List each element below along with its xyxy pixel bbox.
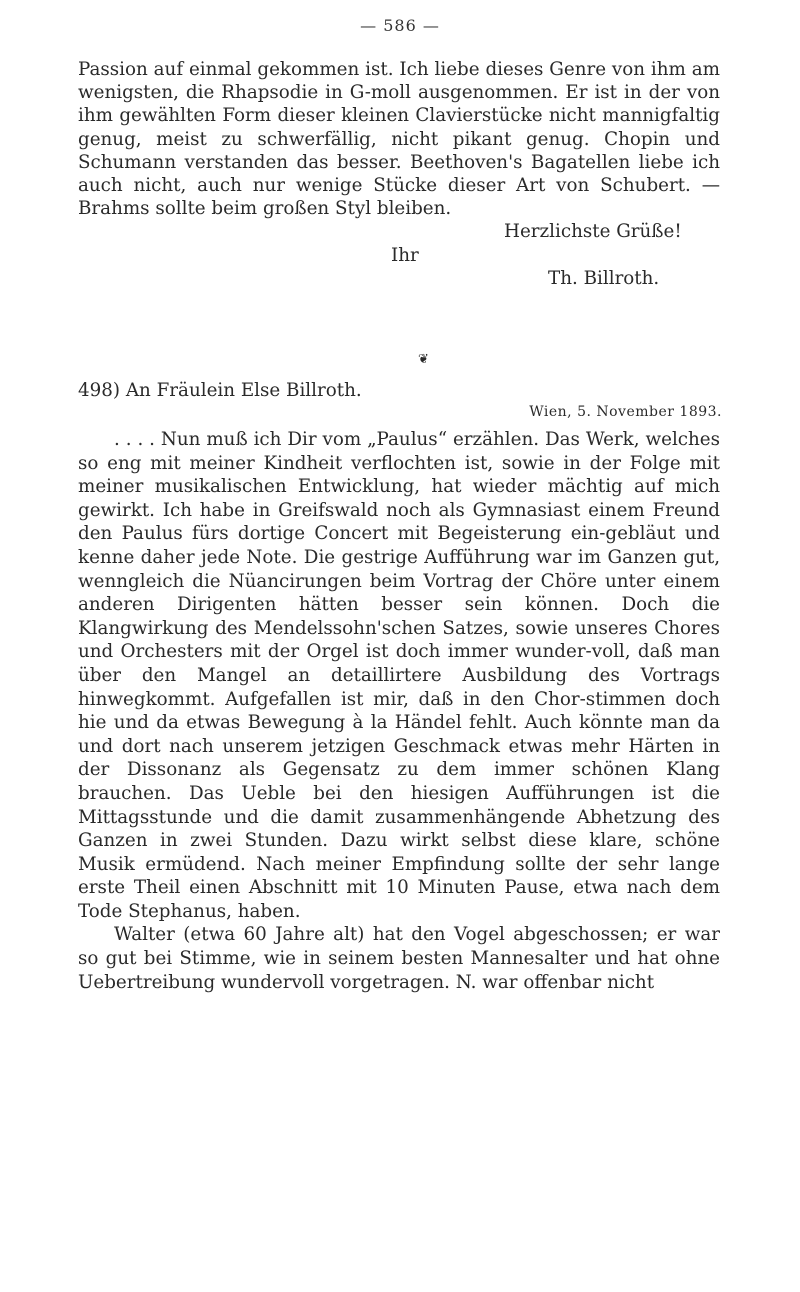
page-number: — 586 — — [360, 16, 440, 35]
letter-dateline: Wien, 5. November 1893. — [529, 404, 722, 420]
signature: Th. Billroth. — [548, 267, 660, 289]
closing-word: Ihr — [391, 244, 419, 266]
closing-paragraph: Passion auf einmal gekommen ist. Ich liebe dieses Genre von ihm am wenigsten, die Rhapsodie in G-moll ausgenommen. Er ist in der von ihm gewählten Form dieser kleinen Clavierstücke nicht mannigfaltig genug, meist zu schwerfällig, nicht pikant genug. Chopin und Schumann verstanden das besser. Beethoven's Bagatellen liebe ich auch nicht, auch nur wenige Stücke dieser Art von Schubert. — Brahms sollte beim großen Styl bleiben. — [78, 59, 720, 220]
section-ornament: ❦ — [418, 352, 429, 367]
greeting: Herzlichste Grüße! — [504, 221, 682, 243]
letter-paragraph: Walter (etwa 60 Jahre alt) hat den Vogel abgeschossen; er war so gut bei Stimme, wie in seinem besten Mannesalter und hat ohne Uebertreibung wundervoll vorgetragen. N. war offenbar nicht — [78, 924, 720, 993]
letter-paragraph: . . . . Nun muß ich Dir vom „Paulus“ erzählen. Das Werk, welches so eng mit meiner Kindheit verflochten ist, sowie in der Folge mit meiner musikalischen Entwicklung, hat wieder mächtig auf mich gewirkt. Ich habe in Greifswald noch als Gymnasiast einem Freund den Paulus fürs dortige Concert mit Begeisterung ein-gebläut und kenne daher jede Note. Die gestrige Aufführung war im Ganzen gut, wenngleich die Nüancirungen beim Vortrag der Chöre unter einem anderen Dirigenten hätten besser sein können. Doch die Klangwirkung des Mendelssohn'schen Satzes, sowie unseres Chores und Orchesters mit der Orgel ist doch immer wunder-voll, daß man über den Mangel an detaillirtere Ausbildung des Vortrags hinwegkommt. Aufgefallen ist mir, daß in den Chor-stimmen doch hie und da etwas Bewegung à la Händel fehlt. Auch könnte man da und dort nach unserem jetzigen Geschmack etwas mehr Härten in der Dissonanz als Gegensatz zu dem immer schönen Klang brauchen. Das Ueble bei den hiesigen Aufführungen ist die Mittagsstunde und die damit zusammenhängende Abhetzung des Ganzen in zwei Stunden. Dazu wirkt selbst diese klare, schöne Musik ermüdend. Nach meiner Empfindung sollte der sehr lange erste Theil einen Abschnitt mit 10 Minuten Pause, etwa nach dem Tode Stephanus, haben. — [78, 429, 720, 922]
letter-heading: 498) An Fräulein Else Billroth. — [78, 380, 362, 401]
letter-body — [78, 428, 720, 994]
previous-letter-ending — [78, 58, 720, 290]
